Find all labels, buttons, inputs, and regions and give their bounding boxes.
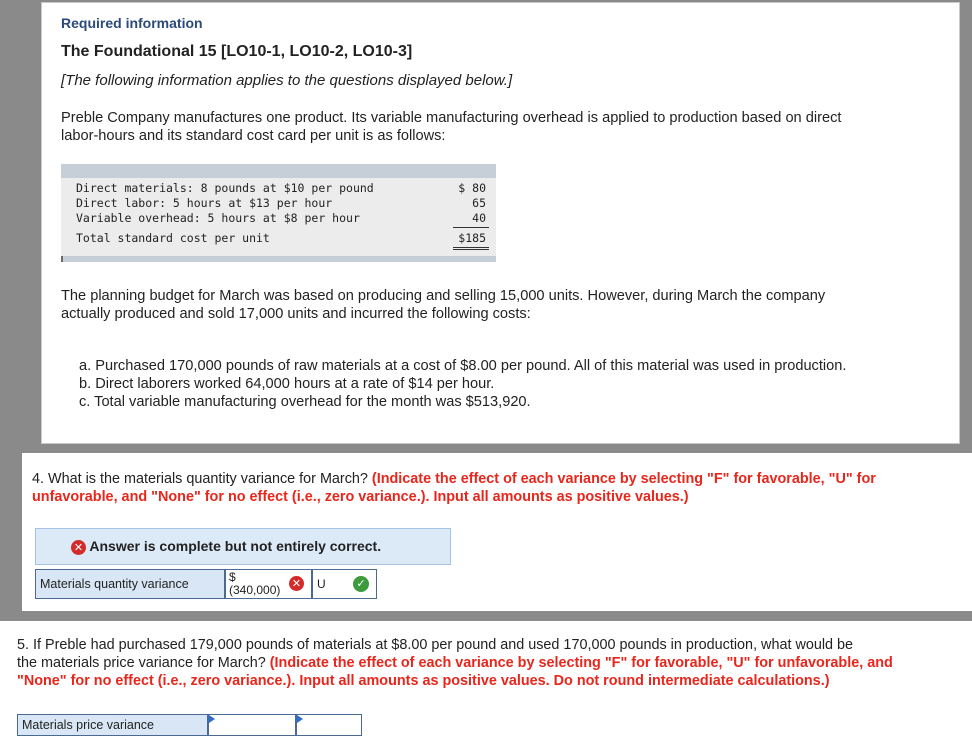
list-item: b. Direct laborers worked 64,000 hours at a rate of $14 per hour.: [79, 376, 495, 392]
input-flag-icon: [297, 715, 303, 723]
cost-card-row: Direct labor: 5 hours at $13 per hour: [76, 196, 333, 210]
x-circle-icon: ✕: [71, 540, 86, 555]
total-double-rule: [453, 249, 489, 250]
subtotal-rule: [453, 227, 489, 228]
materials-price-variance-effect-select[interactable]: [296, 714, 362, 736]
incorrect-x-icon: ✕: [289, 576, 304, 591]
answer-status-banner: [35, 528, 451, 565]
cost-card-total-label: Total standard cost per unit: [76, 231, 270, 245]
effect-value: U: [317, 577, 326, 591]
intro-paragraph: Preble Company manufactures one product. Its variable manufacturing overhead is applied to production based on direct labor-hours and its standard cost card per unit is as follows:: [61, 110, 842, 144]
standard-cost-card: [61, 164, 496, 262]
materials-quantity-variance-label: Materials quantity variance: [35, 569, 225, 599]
input-flag-icon: [209, 715, 215, 723]
cost-card-footer-bar: [61, 256, 496, 262]
materials-price-variance-label: Materials price variance: [17, 714, 208, 736]
cost-items-list: [79, 357, 846, 411]
amount-value: (340,000): [229, 583, 281, 597]
cost-card-amount: $ 80: [458, 181, 486, 195]
problem-subtitle: [The following information applies to the questions displayed below.]: [61, 72, 513, 89]
cost-card-row: Variable overhead: 5 hours at $8 per hour: [76, 211, 360, 225]
cost-card-amount: 40: [472, 211, 486, 225]
currency-symbol: $: [229, 570, 236, 584]
question-4-text: 4. What is the materials quantity variance for March? (Indicate the effect of each variance by selecting "F" for favorable, "U" for unfavorable, and "None" for no effect (i.e., zero variance.). Input all amounts as positive values.): [32, 471, 876, 505]
cost-card-amount: 65: [472, 196, 486, 210]
materials-quantity-variance-effect[interactable]: [312, 569, 377, 599]
list-item: c. Total variable manufacturing overhead for the month was $513,920.: [79, 394, 531, 410]
answer-status-text: Answer is complete but not entirely correct.: [89, 538, 382, 554]
question-5-panel: [0, 621, 972, 754]
budget-paragraph: The planning budget for March was based on producing and selling 15,000 units. However, during March the company actually produced and sold 17,000 units and incurred the following costs:: [61, 288, 826, 322]
list-item: a. Purchased 170,000 pounds of raw materials at a cost of $8.00 per pound. All of this material was used in production.: [79, 358, 847, 374]
cost-card-total-amount: $185: [458, 231, 486, 245]
cost-card-row: Direct materials: 8 pounds at $10 per pound: [76, 181, 374, 195]
problem-title: The Foundational 15 [LO10-1, LO10-2, LO10-3]: [61, 43, 413, 60]
materials-price-variance-amount-input[interactable]: [208, 714, 296, 736]
materials-quantity-variance-amount[interactable]: [225, 569, 312, 599]
question-4-panel: [22, 453, 972, 611]
total-double-rule: [453, 247, 489, 248]
correct-check-icon: ✓: [353, 576, 369, 592]
cost-card-header-bar: [61, 164, 496, 178]
question-5-text: 5. If Preble had purchased 179,000 pounds of materials at $8.00 per pound and used 170,000 pounds in production, what would be the materials price variance for March? (Indicate the effect of each variance by selecting "F" for favorable, "U" for unfavorable, and "None" for no effect (i.e., zero variance.). Input all amounts as positive values. Do not round intermediate calculations.): [17, 637, 893, 689]
required-information-panel: [41, 2, 960, 444]
required-information-heading: Required information: [61, 15, 203, 31]
